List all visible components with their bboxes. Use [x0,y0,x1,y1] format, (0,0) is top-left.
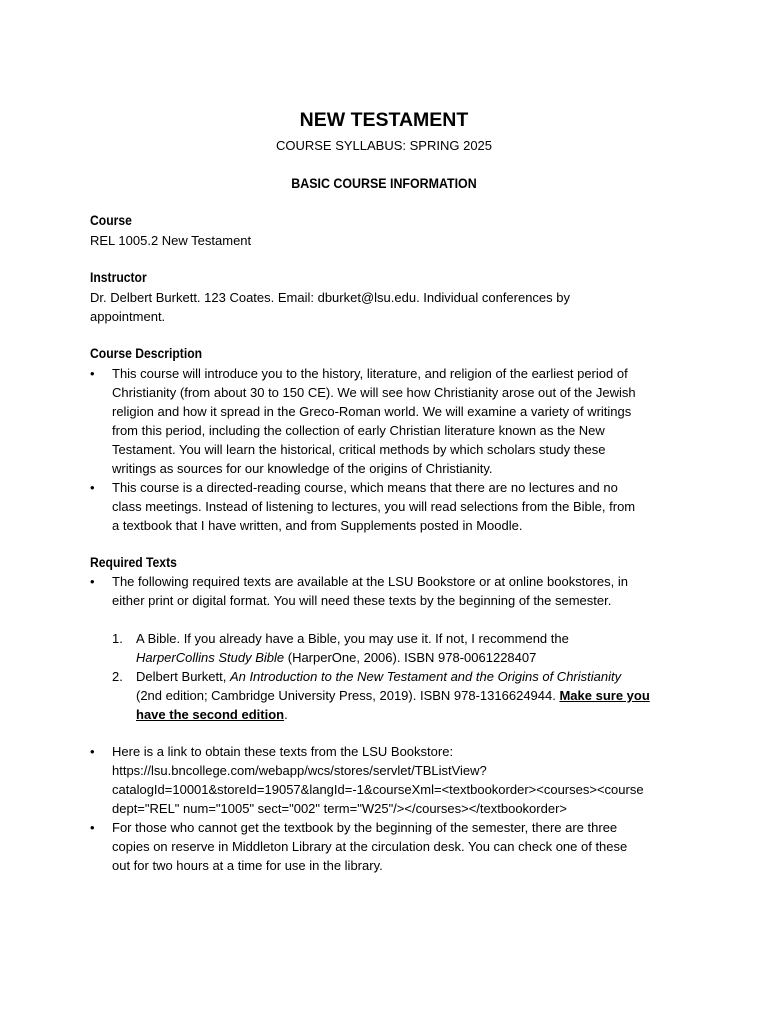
course-text: REL 1005.2 New Testament [90,233,252,248]
item-line [136,705,678,724]
sentence-end: . [284,707,288,722]
item-line: A Bible. If you already have a Bible, you may use it. If not, I recommend the [136,631,569,646]
bullet-icon: • [90,820,95,835]
bullet-line: class meetings. Instead of listening to lectures, you will read selections from the Bible, from [112,499,636,514]
book-details: (HarperOne, 2006). ISBN 978-0061228407 [284,650,537,665]
document-subtitle: COURSE SYLLABUS: SPRING 2025 [275,138,493,153]
item-line [136,667,678,686]
bullet-line: a textbook that I have written, and from Supplements posted in Moodle. [112,518,523,533]
bookstore-link[interactable]: https://lsu.bncollege.com/webapp/wcs/stores/servlet/TBListView? [112,763,487,778]
bullet-line: Here is a link to obtain these texts from the LSU Bookstore: [112,744,454,759]
course-heading: Course [90,213,132,228]
description-bullet-1 [90,364,678,478]
item-line [136,648,678,667]
bookstore-link[interactable]: catalogId=10001&storeId=19057&langId=-1&courseXml=<textbookorder><courses><course [112,782,644,797]
item-line [136,686,678,705]
bullet-line: out for two hours at a time for use in the library. [112,858,383,873]
bullet-icon: • [90,574,95,589]
instructor-heading: Instructor [90,270,147,285]
bullet-line: copies on reserve in Middleton Library at the circulation desk. You can check one of these [112,839,628,854]
bullet-line: The following required texts are available at the LSU Bookstore or at online bookstores, in [112,574,628,589]
bullet-line: religion and how it spread in the Greco-Roman world. We will examine a variety of writings [112,404,632,419]
bullet-icon: • [90,480,95,495]
bullet-line: either print or digital format. You will need these texts by the beginning of the semester. [112,593,612,608]
bullet-line: Testament. You will learn the historical, critical methods by which scholars study these [112,442,606,457]
bullet-icon: • [90,366,95,381]
bullet-line: This course is a directed-reading course, which means that there are no lectures and no [112,480,618,495]
required-text-item-2 [112,667,678,724]
texts-link-bullet [90,742,678,818]
bullet-line: writings as sources for our knowledge of the origins of Christianity. [112,461,493,476]
list-number: 1. [112,631,123,646]
book-author: Delbert Burkett, [136,669,230,684]
description-heading: Course Description [90,346,203,361]
section-title: BASIC COURSE INFORMATION [291,176,477,191]
book-details: (2nd edition; Cambridge University Press, 2019). ISBN 978-1316624944. [136,688,560,703]
instructor-text [90,288,678,326]
bookstore-link[interactable]: dept="REL" num="1005" sect="002" term="W25"/></courses></textbookorder> [112,801,567,816]
edition-warning: have the second edition [136,707,285,722]
document-title: NEW TESTAMENT [299,109,469,131]
instructor-line: Dr. Delbert Burkett. 123 Coates. Email: dburket@lsu.edu. Individual conferences by [90,290,570,305]
book-title: An Introduction to the New Testament and the Origins of Christianity [229,669,622,684]
texts-intro-bullet [90,572,678,610]
texts-reserve-bullet [90,818,678,875]
texts-heading: Required Texts [90,555,177,570]
bullet-icon: • [90,744,95,759]
list-number: 2. [112,669,123,684]
book-title: HarperCollins Study Bible [136,650,285,665]
required-text-item-1 [112,629,678,667]
instructor-line: appointment. [90,309,166,324]
bullet-line: For those who cannot get the textbook by the beginning of the semester, there are three [112,820,618,835]
bullet-line: This course will introduce you to the history, literature, and religion of the earliest period of [112,366,628,381]
description-bullet-2 [90,478,678,535]
bullet-line: from this period, including the collection of early Christian literature known as the New [112,423,605,438]
bullet-line: Christianity (from about 30 to 150 CE). We will see how Christianity arose out of the Jewish [112,385,636,400]
edition-warning: Make sure you [559,688,650,703]
